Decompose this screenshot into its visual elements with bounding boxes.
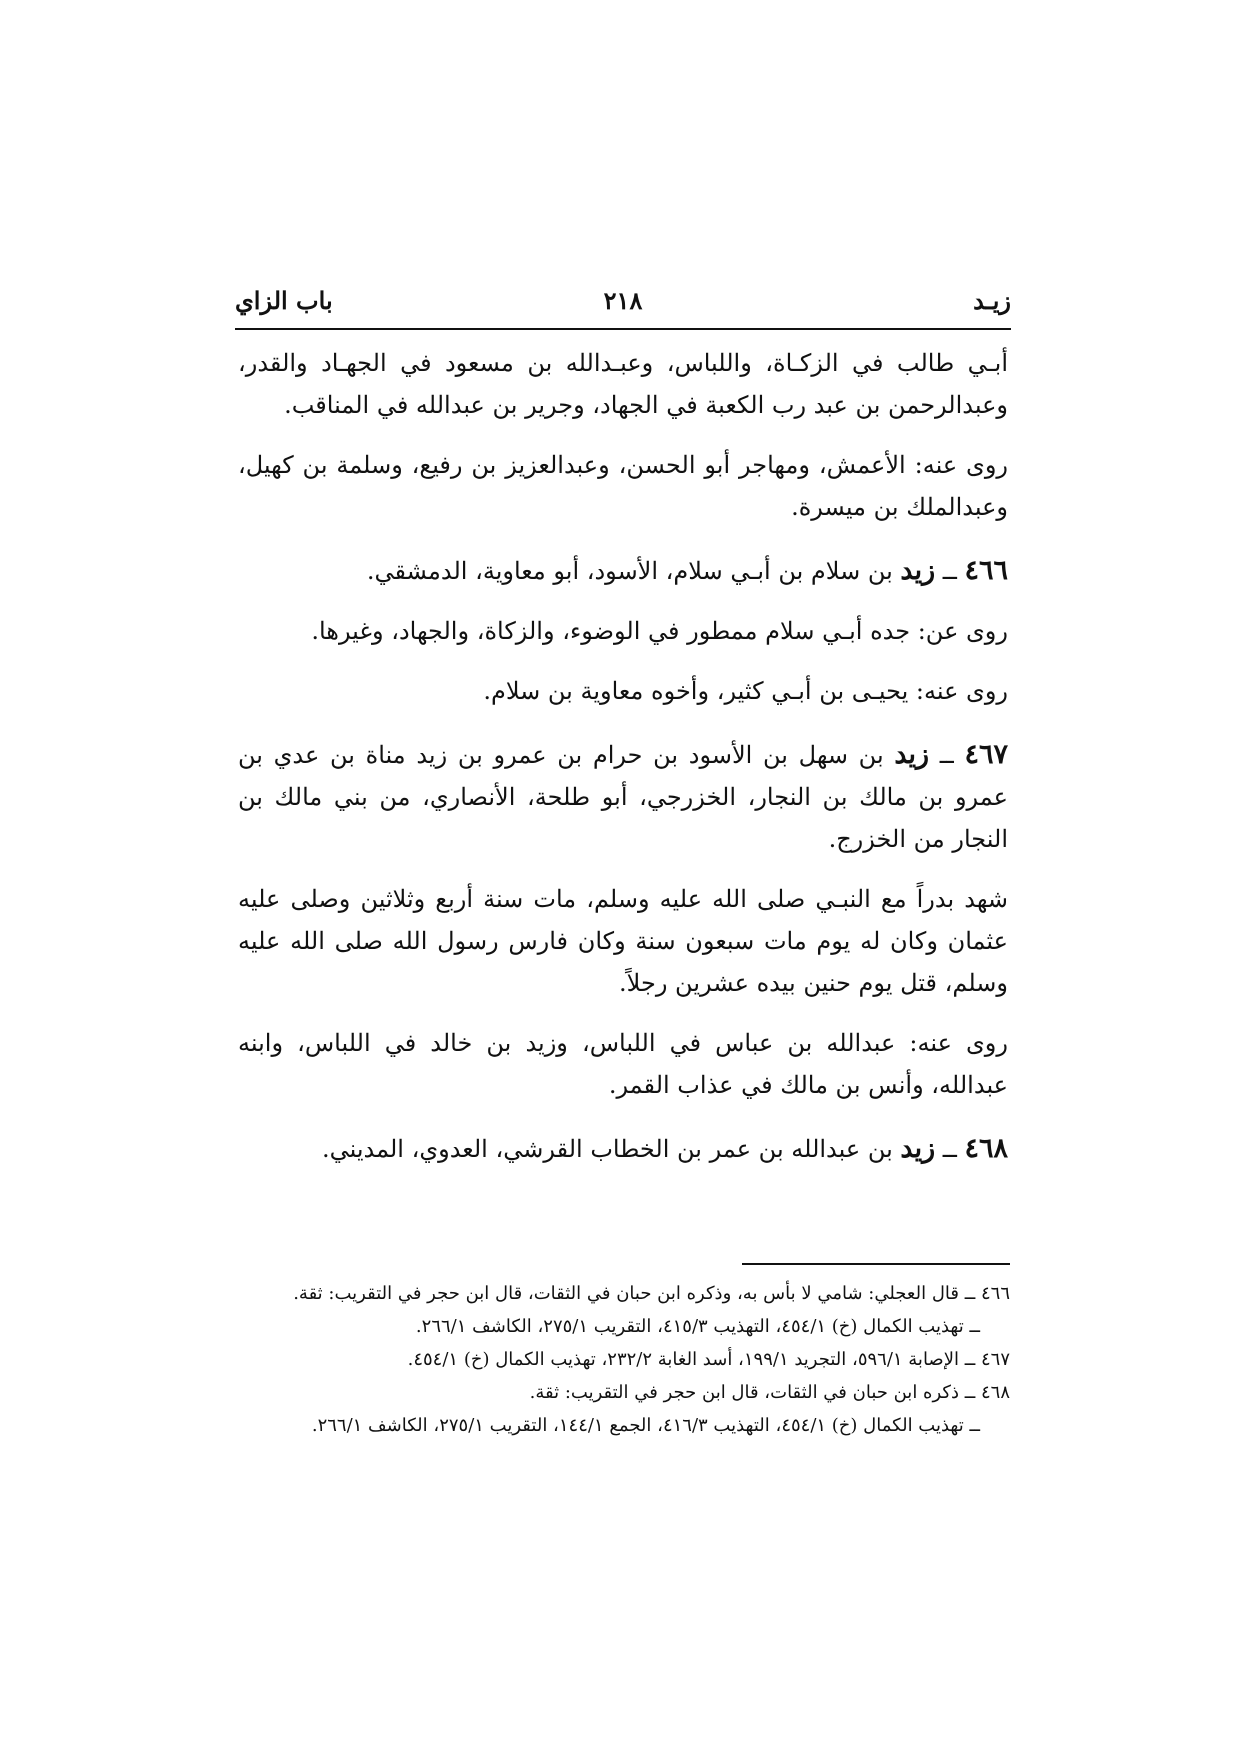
entry-number: ٤٦٧ — [964, 739, 1008, 770]
footnote: ٤٦٧ ــ الإصابة ٥٩٦/١، التجريد ١٩٩/١، أسد الغابة ٢٣٢/٢، تهذيب الكمال (خ) ٤٥٤/١. — [407, 1349, 1010, 1370]
entry-heading: ٤٦٦ ــ زيد بن سلام بن أبـي سلام، الأسود، أبو معاوية، الدمشقي. — [366, 555, 1008, 586]
paragraph: روى عن: جده أبـي سلام ممطور في الوضوء، والزكاة، والجهاد، وغيرها. — [311, 617, 1008, 645]
entry-heading: ٤٦٨ ــ زيد بن عبدالله بن عمر بن الخطاب القرشي، العدوي، المديني. — [321, 1133, 1008, 1164]
entry-lineage: بن سهل بن الأسود بن حرام بن عمرو بن زيد مناة بن عدي بن عمرو بن مالك بن النجار، الخزرجي، أبو طلحة، الأنصاري، من بني مالك بن النجار من الخزرج. — [238, 741, 1008, 853]
entry-lineage: بن عبدالله بن عمر بن الخطاب القرشي، العدوي، المديني. — [321, 1135, 901, 1163]
paragraph: روى عنه: الأعمش، ومهاجر أبو الحسن، وعبدالعزيز بن رفيع، وسلمة بن كهيل، وعبدالملك بن ميسرة. — [238, 451, 1008, 521]
header-entry-name: زيـد — [973, 286, 1011, 315]
paragraph: روى عنه: يحيـى بن أبـي كثير، وأخوه معاوية بن سلام. — [483, 677, 1008, 705]
footnotes — [238, 1278, 1010, 1443]
footnote: ــ تهذيب الكمال (خ) ٤٥٤/١، التهذيب ٤١٥/٣، التقريب ٢٧٥/١، الكاشف ٢٦٦/١. — [415, 1316, 980, 1337]
paragraph: شهد بدراً مع النبـي صلى الله عليه وسلم، مات سنة أربع وثلاثين وصلى عليه عثمان وكان له يوم مات سبعون سنة وكان فارس رسول الله صلى الله عليه وسلم، قتل يوم حنين بيده عشرين رجلاً. — [238, 885, 1008, 997]
footnote: ٤٦٦ ــ قال العجلي: شامي لا بأس به، وذكره ابن حبان في الثقات، قال ابن حجر في التقريب: ثقة. — [293, 1283, 1010, 1304]
entry-heading: ٤٦٧ ــ زيد بن سهل بن الأسود بن حرام بن عمرو بن زيد مناة بن عدي بن عمرو بن مالك بن النجار، الخزرجي، أبو طلحة، الأنصاري، من بني مالك بن النجار من الخزرج. — [238, 739, 1008, 853]
running-header — [235, 282, 1011, 328]
entry-name: زيد — [900, 555, 936, 586]
entry-name: زيد — [894, 739, 930, 770]
footnote-divider — [742, 1263, 1010, 1265]
entry-number: ٤٦٨ — [964, 1133, 1008, 1164]
entry-lineage: بن سلام بن أبـي سلام، الأسود، أبو معاوية، الدمشقي. — [366, 557, 901, 585]
header-chapter-title: باب الزاي — [235, 286, 333, 315]
footnote: ٤٦٨ ــ ذكره ابن حبان في الثقات، قال ابن حجر في التقريب: ثقة. — [529, 1382, 1010, 1403]
main-text — [238, 342, 1008, 1188]
entry-name: زيد — [900, 1133, 936, 1164]
entry-number: ٤٦٦ — [964, 555, 1008, 586]
header-divider — [235, 328, 1011, 330]
paragraph: روى عنه: عبدالله بن عباس في اللباس، وزيد بن خالد في اللباس، وابنه عبدالله، وأنس بن مالك في عذاب القمر. — [238, 1029, 1008, 1099]
paragraph: أبـي طالب في الزكـاة، واللباس، وعبـدالله بن مسعود في الجهـاد والقدر، وعبدالرحمن بن عبد رب الكعبة في الجهاد، وجرير بن عبدالله في المناقب. — [238, 349, 1008, 419]
page-number: ٢١٨ — [603, 286, 643, 315]
footnote: ــ تهذيب الكمال (خ) ٤٥٤/١، التهذيب ٤١٦/٣، الجمع ١٤٤/١، التقريب ٢٧٥/١، الكاشف ٢٦٦/١. — [311, 1415, 980, 1436]
